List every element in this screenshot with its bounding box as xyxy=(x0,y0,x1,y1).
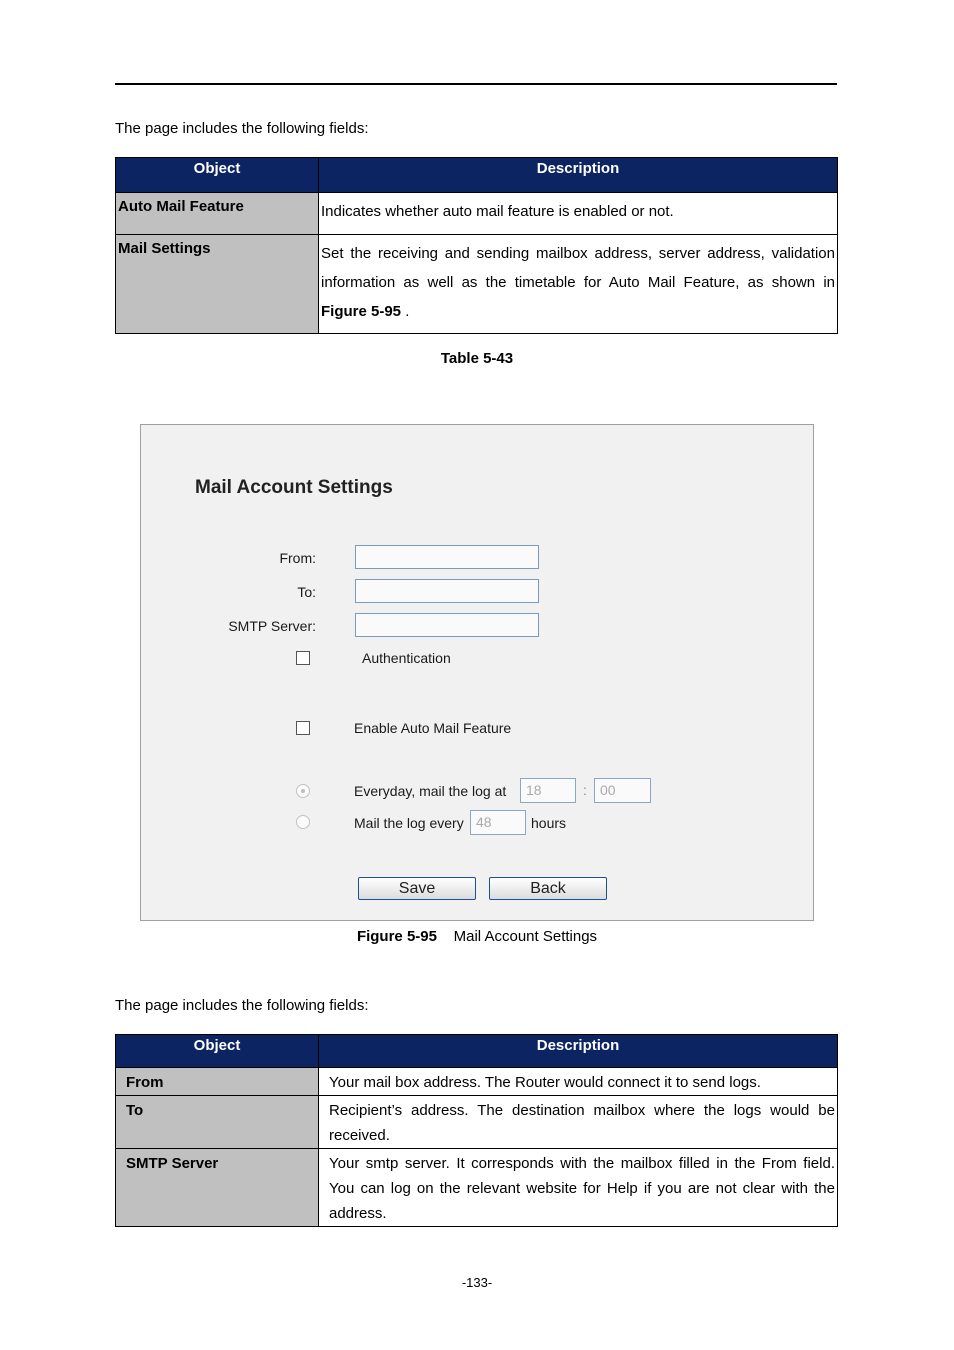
to-input[interactable] xyxy=(355,579,539,603)
row-object: Mail Settings xyxy=(116,235,319,334)
row-object: SMTP Server xyxy=(116,1149,319,1227)
row-description xyxy=(319,235,838,334)
smtp-server-label: SMTP Server: xyxy=(228,618,316,634)
row-object: To xyxy=(116,1096,319,1149)
table-row xyxy=(116,1149,838,1227)
row-description: Your mail box address. The Router would connect it to send logs. xyxy=(319,1068,838,1096)
everyday-radio[interactable] xyxy=(296,784,310,798)
authentication-checkbox[interactable] xyxy=(296,651,310,665)
header-object: Object xyxy=(116,158,319,193)
page-number: -133- xyxy=(461,1275,493,1290)
intro-text-1: The page includes the following fields: xyxy=(115,120,369,137)
table-row xyxy=(116,1068,838,1096)
header-description: Description xyxy=(319,158,838,193)
figure-reference: Figure 5-95 xyxy=(321,303,402,320)
row-object: From xyxy=(116,1068,319,1096)
figure-caption-title: Mail Account Settings xyxy=(453,928,598,945)
enable-auto-mail-label: Enable Auto Mail Feature xyxy=(354,720,512,736)
row-description: Your smtp server. It corresponds with the mailbox filled in the From field. You can log on the relevant website for Help if you are not clear with the address. xyxy=(319,1149,838,1227)
header-object: Object xyxy=(116,1035,319,1068)
header-rule xyxy=(115,83,837,85)
time-colon: : xyxy=(583,782,587,798)
hours-unit: hours xyxy=(531,815,567,831)
from-input[interactable] xyxy=(355,545,539,569)
enable-auto-mail-checkbox[interactable] xyxy=(296,721,310,735)
from-label: From: xyxy=(279,550,316,566)
table-caption: Table 5-43 xyxy=(440,350,514,367)
figure-caption-ref: Figure 5-95 xyxy=(356,928,437,945)
row-description: Indicates whether auto mail feature is enabled or not. xyxy=(319,193,838,235)
hour-input[interactable]: 18 xyxy=(520,778,576,803)
save-button[interactable]: Save xyxy=(358,877,476,900)
mail-account-settings-panel xyxy=(140,424,814,921)
everyday-label: Everyday, mail the log at xyxy=(354,783,507,799)
minute-input[interactable]: 00 xyxy=(594,778,651,803)
intro-text-2: The page includes the following fields: xyxy=(115,997,369,1014)
table-row xyxy=(116,193,838,235)
back-button[interactable]: Back xyxy=(489,877,607,900)
interval-label: Mail the log every xyxy=(354,815,464,831)
figure-caption xyxy=(0,928,954,945)
fields-table-2 xyxy=(115,1034,838,1227)
interval-radio[interactable] xyxy=(296,815,310,829)
description-text: Set the receiving and sending mailbox address, server address, validation information as well as the timetable for Auto Mail Feature, as shown in xyxy=(321,245,835,291)
row-object: Auto Mail Feature xyxy=(116,193,319,235)
description-text-end: . xyxy=(401,303,410,320)
fields-table-1 xyxy=(115,157,838,334)
table-row xyxy=(116,1096,838,1149)
smtp-server-input[interactable] xyxy=(355,613,539,637)
table-header-row xyxy=(116,1035,838,1068)
table-row xyxy=(116,235,838,334)
table-header-row xyxy=(116,158,838,193)
panel-title: Mail Account Settings xyxy=(195,477,393,498)
authentication-label: Authentication xyxy=(362,650,451,666)
to-label: To: xyxy=(297,584,316,600)
row-description: Recipient’s address. The destination mailbox where the logs would be received. xyxy=(319,1096,838,1149)
header-description: Description xyxy=(319,1035,838,1068)
hours-input[interactable]: 48 xyxy=(470,810,526,835)
